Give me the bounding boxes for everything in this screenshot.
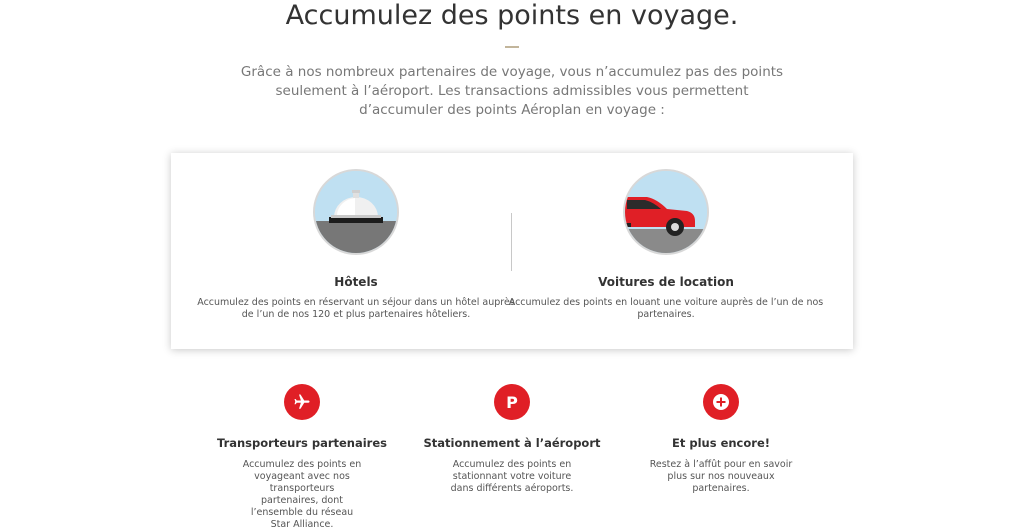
item-title: Transporteurs partenaires [216,436,388,450]
item-description: Accumulez des points en stationnant votre voiture dans différents aéroports. [450,459,574,494]
intro-text: Grâce à nos nombreux partenaires de voyage, vous n’accumulez pas des points seulement à l’aéroport. Les transactions admissibles vous permettent d’accumuler des points Aéroplan en voyage : [240,64,784,118]
parking-glyph: P [506,392,518,412]
feature-hotels [191,169,521,321]
feature-title: Hôtels [334,275,378,289]
feature-title: Voitures de location [598,275,734,289]
airport-parking [422,384,602,495]
page-title: Accumulez des points en voyage. [285,0,739,31]
featured-partners-card [171,153,853,349]
item-description: Accumulez des points en voyageant avec nos transporteurs partenaires, dont l’ensemble du réseau Star Alliance. [242,459,362,530]
plus-icon [703,384,739,420]
item-title: Et plus encore! [672,436,770,450]
feature-description: Accumulez des points en louant une voiture auprès de l’un de nos partenaires. [508,297,824,320]
rental-car-icon [623,169,709,255]
partner-airlines [212,384,392,531]
parking-icon [494,384,530,420]
airplane-icon [284,384,320,420]
item-title: Stationnement à l’aéroport [423,436,601,450]
service-bell-icon [313,169,399,255]
feature-car-rental [501,169,831,321]
item-description: Restez à l’affût pour en savoir plus sur nos nouveaux partenaires. [649,459,793,494]
feature-description: Accumulez des points en réservant un séjour dans un hôtel auprès de l’un de nos 120 et plus partenaires hôteliers. [197,297,515,320]
title-underline [505,46,519,48]
more-partners [631,384,811,495]
